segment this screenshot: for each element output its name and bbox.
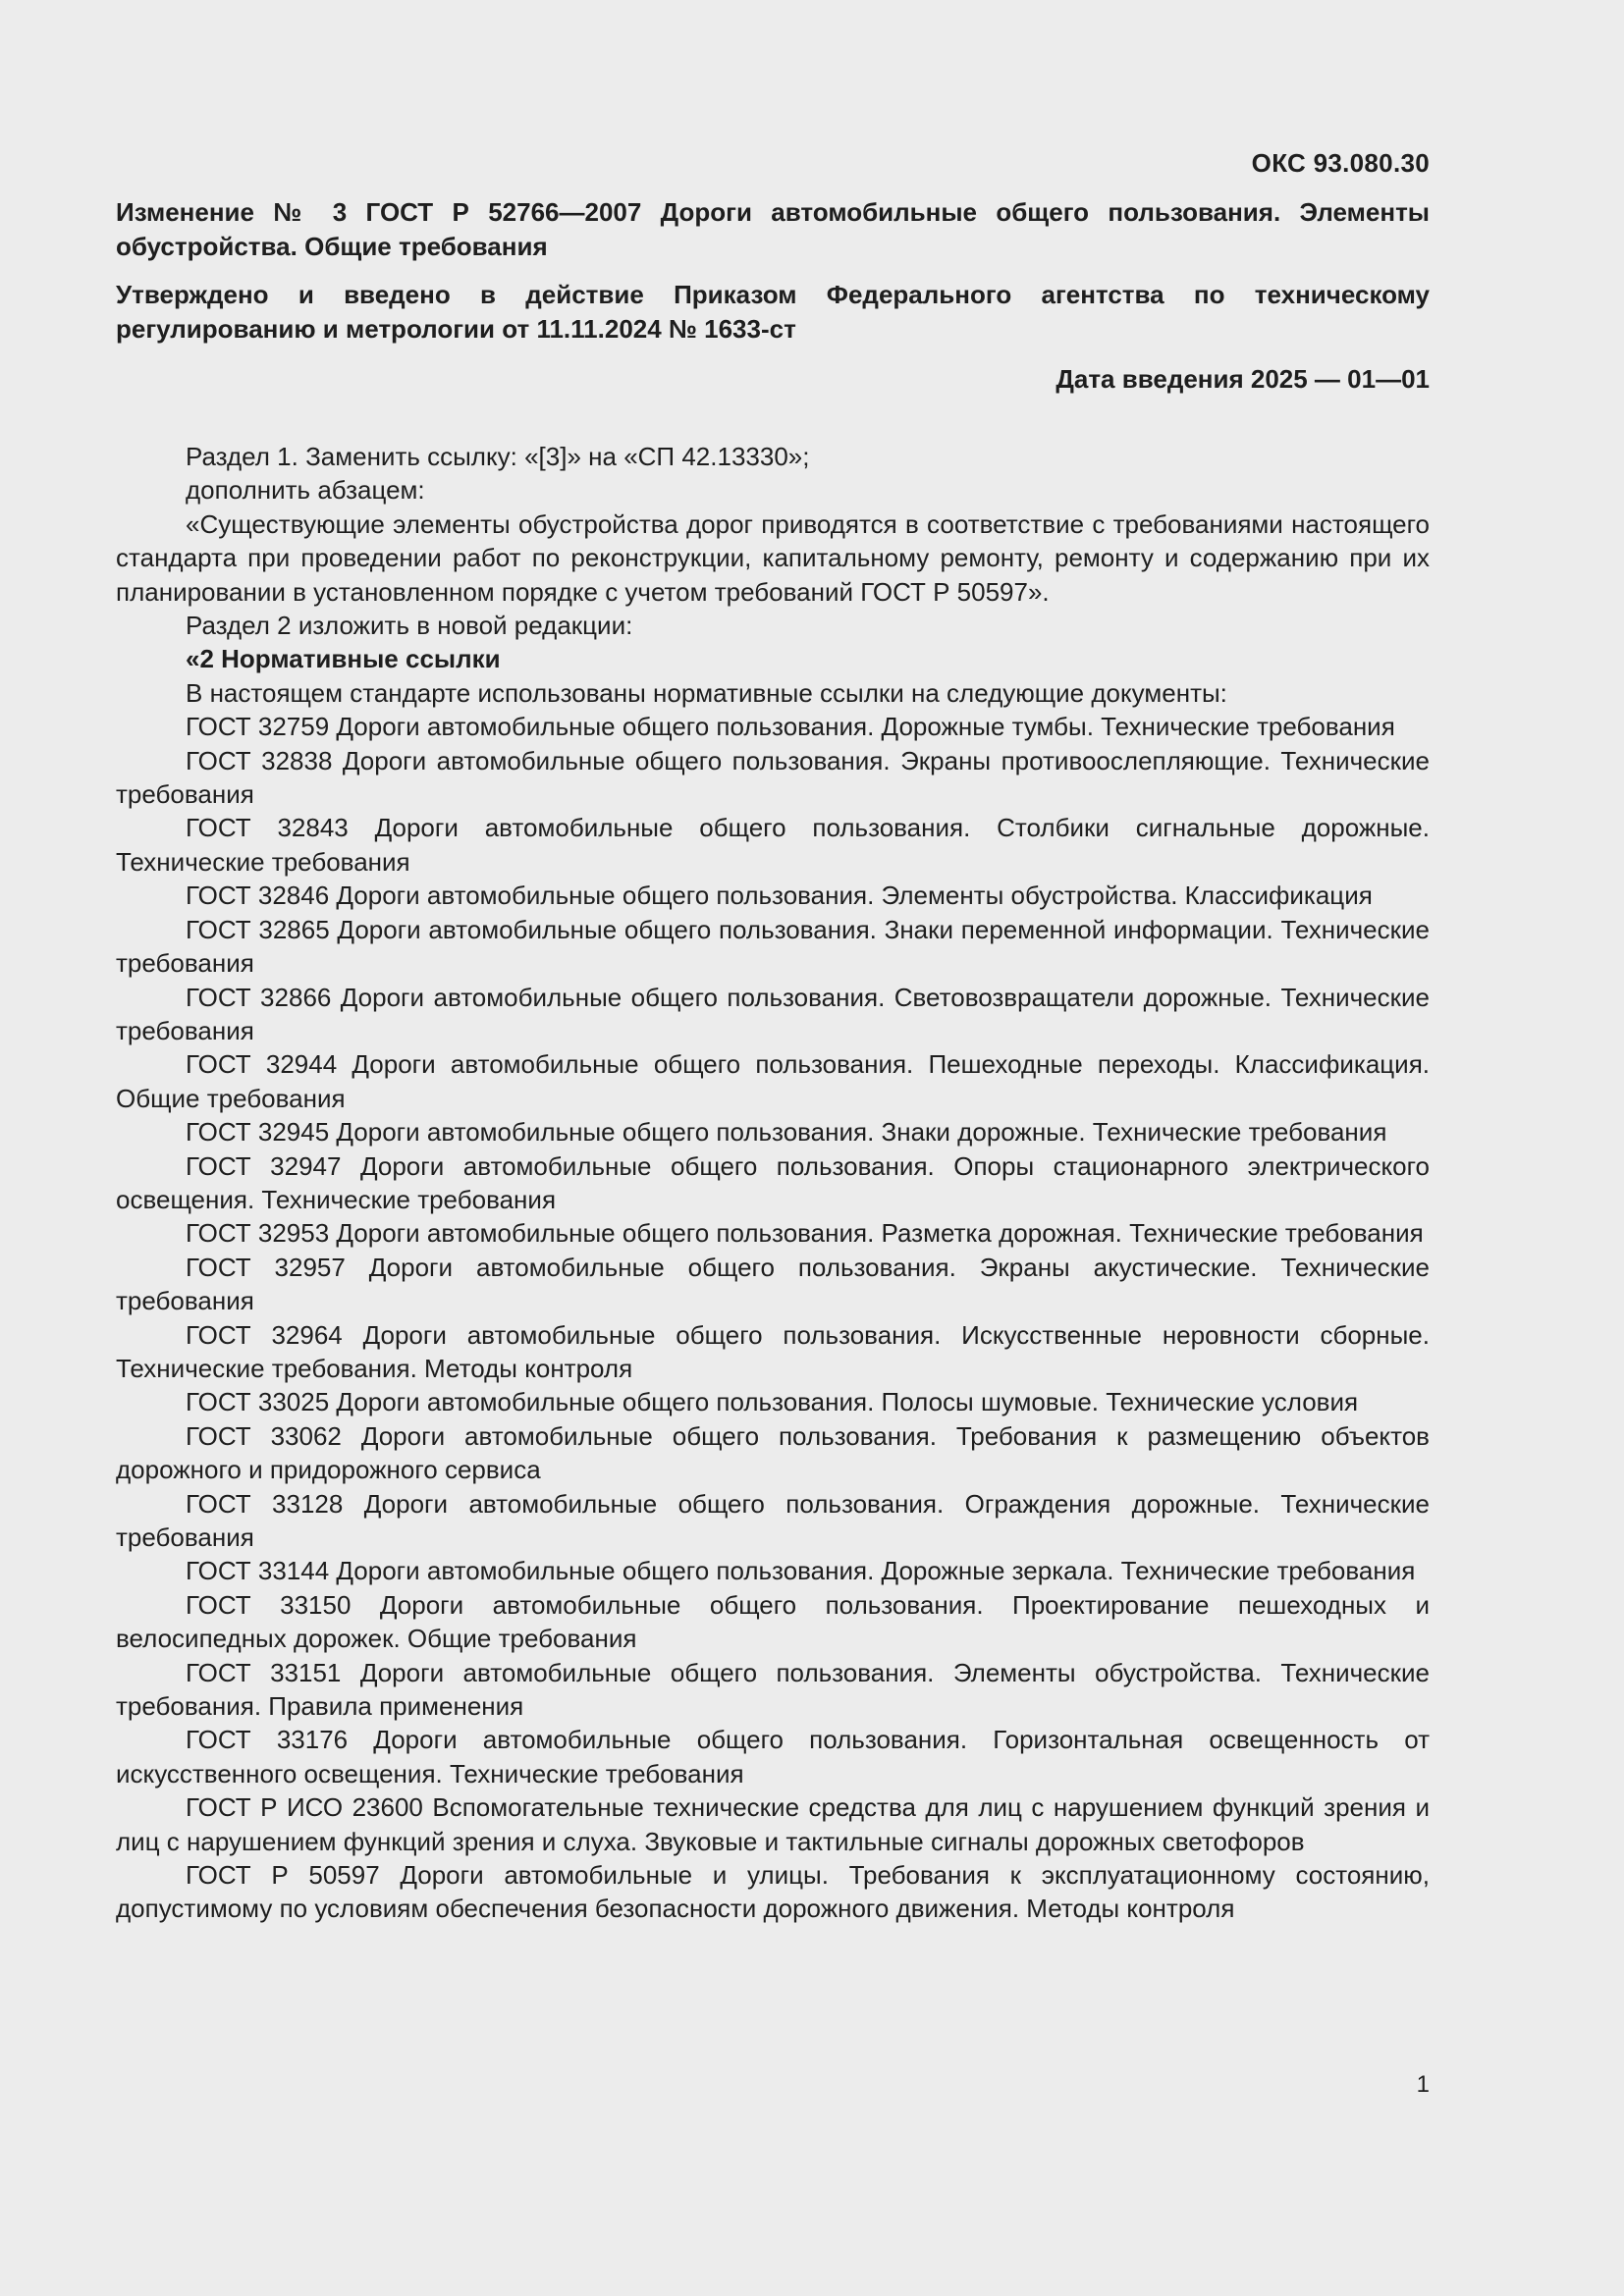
paragraph: Раздел 2 изложить в новой редакции:	[186, 611, 633, 641]
reference-item: ГОСТ 33150 Дороги автомобильные общего пользования. Проектирование пешеходных и велосипедных дорожек. Общие требования	[116, 1589, 1430, 1654]
reference-item: ГОСТ 33128 Дороги автомобильные общего пользования. Ограждения дорожные. Технические требования	[116, 1488, 1430, 1552]
paragraph: «Существующие элементы обустройства дорог приводятся в соответствие с требованиями настоящего стандарта при проведении работ по реконструкции, капитальному ремонту, ремонту и содержанию при их планировании в установленном порядке с учетом требований ГОСТ Р 50597».	[116, 508, 1430, 607]
reference-item: ГОСТ 32759 Дороги автомобильные общего пользования. Дорожные тумбы. Технические требования	[186, 712, 1395, 742]
reference-item: ГОСТ 33151 Дороги автомобильные общего пользования. Элементы обустройства. Технические требования. Правила применения	[116, 1657, 1430, 1722]
section-heading: «2 Нормативные ссылки	[186, 644, 501, 674]
reference-item: ГОСТ 33025 Дороги автомобильные общего пользования. Полосы шумовые. Технические условия	[186, 1387, 1359, 1417]
reference-item: ГОСТ 32865 Дороги автомобильные общего пользования. Знаки переменной информации. Технические требования	[116, 914, 1430, 979]
approval-statement: Утверждено и введено в действие Приказом Федерального агентства по техническому регулированию и метрологии от 11.11.2024 № 1633-ст	[116, 280, 1430, 344]
reference-item: ГОСТ Р ИСО 23600 Вспомогательные технические средства для лиц с нарушением функций зрения и лиц с нарушением функций зрения и слуха. Звуковые и тактильные сигналы дорожных светофоров	[116, 1792, 1430, 1856]
reference-item: ГОСТ Р 50597 Дороги автомобильные и улицы. Требования к эксплуатационному состоянию, допустимому по условиям обеспечения безопасности дорожного движения. Методы контроля	[116, 1860, 1430, 1924]
page-number: 1	[1416, 2071, 1430, 2098]
reference-item: ГОСТ 32964 Дороги автомобильные общего пользования. Искусственные неровности сборные. Технические требования. Методы контроля	[116, 1319, 1430, 1383]
reference-item: ГОСТ 32843 Дороги автомобильные общего пользования. Столбики сигнальные дорожные. Технические требования	[116, 813, 1430, 877]
paragraph: дополнить абзацем:	[186, 475, 425, 506]
reference-item: ГОСТ 32846 Дороги автомобильные общего пользования. Элементы обустройства. Классификация	[186, 881, 1373, 911]
effective-date: Дата введения 2025 — 01—01	[1056, 364, 1430, 394]
reference-item: ГОСТ 32866 Дороги автомобильные общего пользования. Световозвращатели дорожные. Технические требования	[116, 982, 1430, 1045]
reference-item: ГОСТ 33144 Дороги автомобильные общего пользования. Дорожные зеркала. Технические требования	[186, 1556, 1416, 1586]
document-body	[116, 440, 1430, 1926]
reference-item: ГОСТ 32944 Дороги автомобильные общего пользования. Пешеходные переходы. Классификация. Общие требования	[116, 1049, 1430, 1113]
reference-item: ГОСТ 32957 Дороги автомобильные общего пользования. Экраны акустические. Технические требования	[116, 1252, 1430, 1316]
reference-item: ГОСТ 32947 Дороги автомобильные общего пользования. Опоры стационарного электрического освещения. Технические требования	[116, 1150, 1430, 1214]
reference-item: ГОСТ 33062 Дороги автомобильные общего пользования. Требования к размещению объектов дорожного и придорожного сервиса	[116, 1420, 1430, 1485]
amendment-title: Изменение № 3 ГОСТ Р 52766—2007 Дороги автомобильные общего пользования. Элементы обустройства. Общие требования	[116, 197, 1430, 261]
reference-item: ГОСТ 32953 Дороги автомобильные общего пользования. Разметка дорожная. Технические требования	[186, 1218, 1424, 1249]
reference-item: ГОСТ 33176 Дороги автомобильные общего пользования. Горизонтальная освещенность от искусственного освещения. Технические требования	[116, 1725, 1430, 1789]
paragraph: Раздел 1. Заменить ссылку: «[3]» на «СП 42.13330»;	[186, 442, 810, 471]
reference-item: ГОСТ 32838 Дороги автомобильные общего пользования. Экраны противоослепляющие. Технические требования	[116, 745, 1430, 810]
paragraph: В настоящем стандарте использованы нормативные ссылки на следующие документы:	[186, 677, 1227, 708]
oks-code: ОКС 93.080.30	[1251, 148, 1430, 178]
reference-item: ГОСТ 32945 Дороги автомобильные общего пользования. Знаки дорожные. Технические требования	[186, 1117, 1387, 1148]
